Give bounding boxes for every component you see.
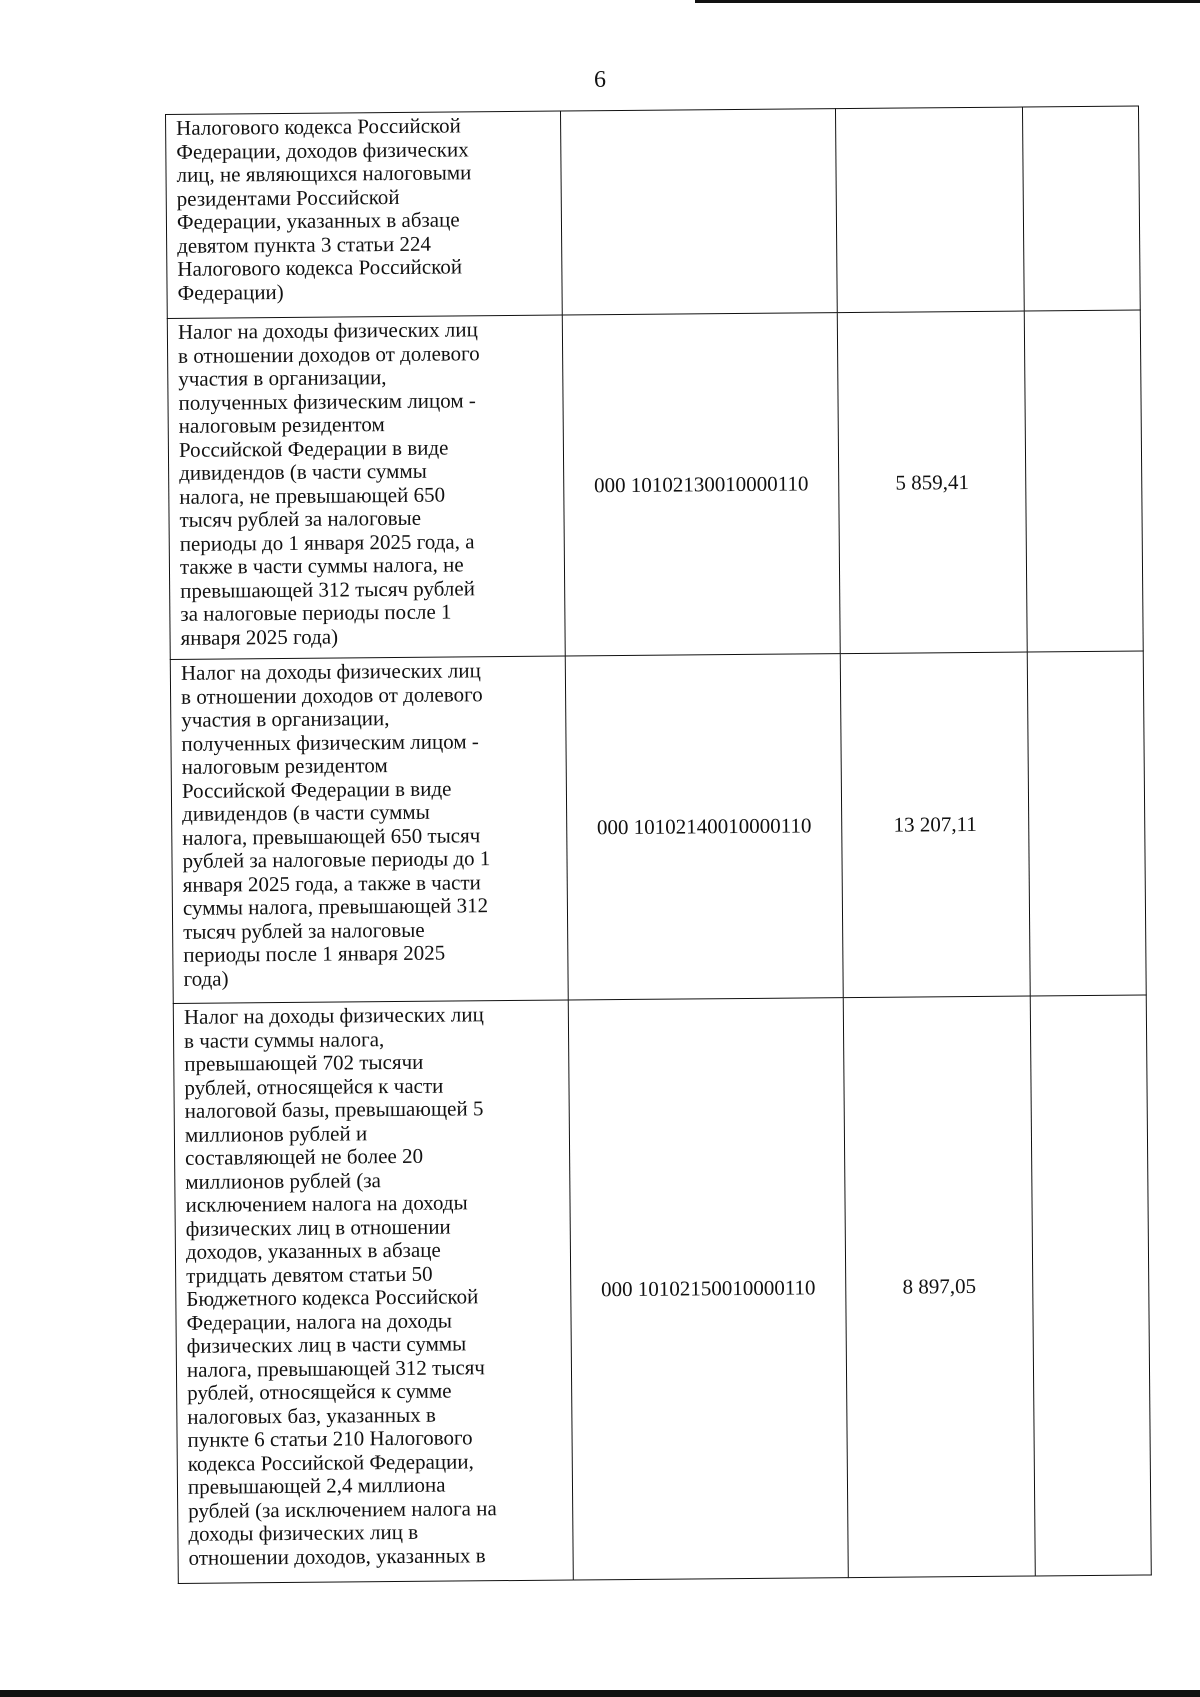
table-row (166, 106, 1141, 318)
budget-code-cell: 000 10102130010000110 (562, 313, 840, 656)
income-description-cell: Налог на доходы физических лиц в отношении доходов от долевого участия в организации, полученных физическим лицом - налоговым резидентом Российской Федерации в виде дивидендов (в части суммы налога, превышающей 650 тысяч рублей за налоговые периоды до 1 января 2025 года, а также в части суммы налога, превышающей 312 тысяч рублей за налоговые периоды после 1 января 2025 года) (170, 656, 568, 1003)
budget-code-cell: 000 10102150010000110 (568, 998, 848, 1580)
table-row (173, 995, 1151, 1583)
extra-cell (1027, 651, 1146, 996)
scan-edge-bottom (0, 1690, 1200, 1697)
budget-code-cell: 000 10102140010000110 (565, 654, 843, 1000)
budget-code-cell (560, 109, 837, 315)
amount-cell: 13 207,11 (840, 652, 1030, 998)
table-row (167, 310, 1143, 659)
amount-cell (835, 107, 1024, 313)
extra-cell (1022, 106, 1140, 311)
amount-cell: 5 859,41 (837, 311, 1027, 654)
tax-revenue-table (165, 106, 1152, 1584)
income-description-cell: Налогового кодекса Российской Федерации, доходов физических лиц, не являющихся налоговыми резидентами Российской Федерации, указанных в абзаце девятом пункта 3 статьи 224 Налогового кодекса Российской Федерации) (166, 111, 563, 318)
page-number: 6 (594, 67, 606, 93)
scan-edge-top (695, 0, 1200, 3)
extra-cell (1030, 995, 1151, 1576)
income-description-cell: Налог на доходы физических лиц в части суммы налога, превышающей 702 тысячи рублей, относящейся к части налоговой базы, превышающей 5 миллионов рублей и составляющей не более 20 миллионов рублей (за исключением налога на доходы физических лиц в отношении доходов, указанных в абзаце тридцать девятом статьи 50 Бюджетного кодекса Российской Федерации, налога на доходы физических лиц в части суммы налога, превышающей 312 тысяч рублей, относящейся к сумме налоговых баз, указанных в пункте 6 статьи 210 Налогового кодекса Российской Федерации, превышающей 2,4 миллиона рублей (за исключением налога на доходы физических лиц в отношении доходов, указанных в (173, 1000, 573, 1583)
amount-cell: 8 897,05 (843, 996, 1035, 1578)
income-description-cell: Налог на доходы физических лиц в отношении доходов от долевого участия в организации, полученных физическим лицом - налоговым резидентом Российской Федерации в виде дивидендов (в части суммы налога, не превышающей 650 тысяч рублей за налоговые периоды до 1 января 2025 года, а также в части суммы налога, не превышающей 312 тысяч рублей за налоговые периоды после 1 января 2025 года) (167, 315, 565, 659)
table-row (170, 651, 1146, 1003)
extra-cell (1024, 310, 1143, 652)
